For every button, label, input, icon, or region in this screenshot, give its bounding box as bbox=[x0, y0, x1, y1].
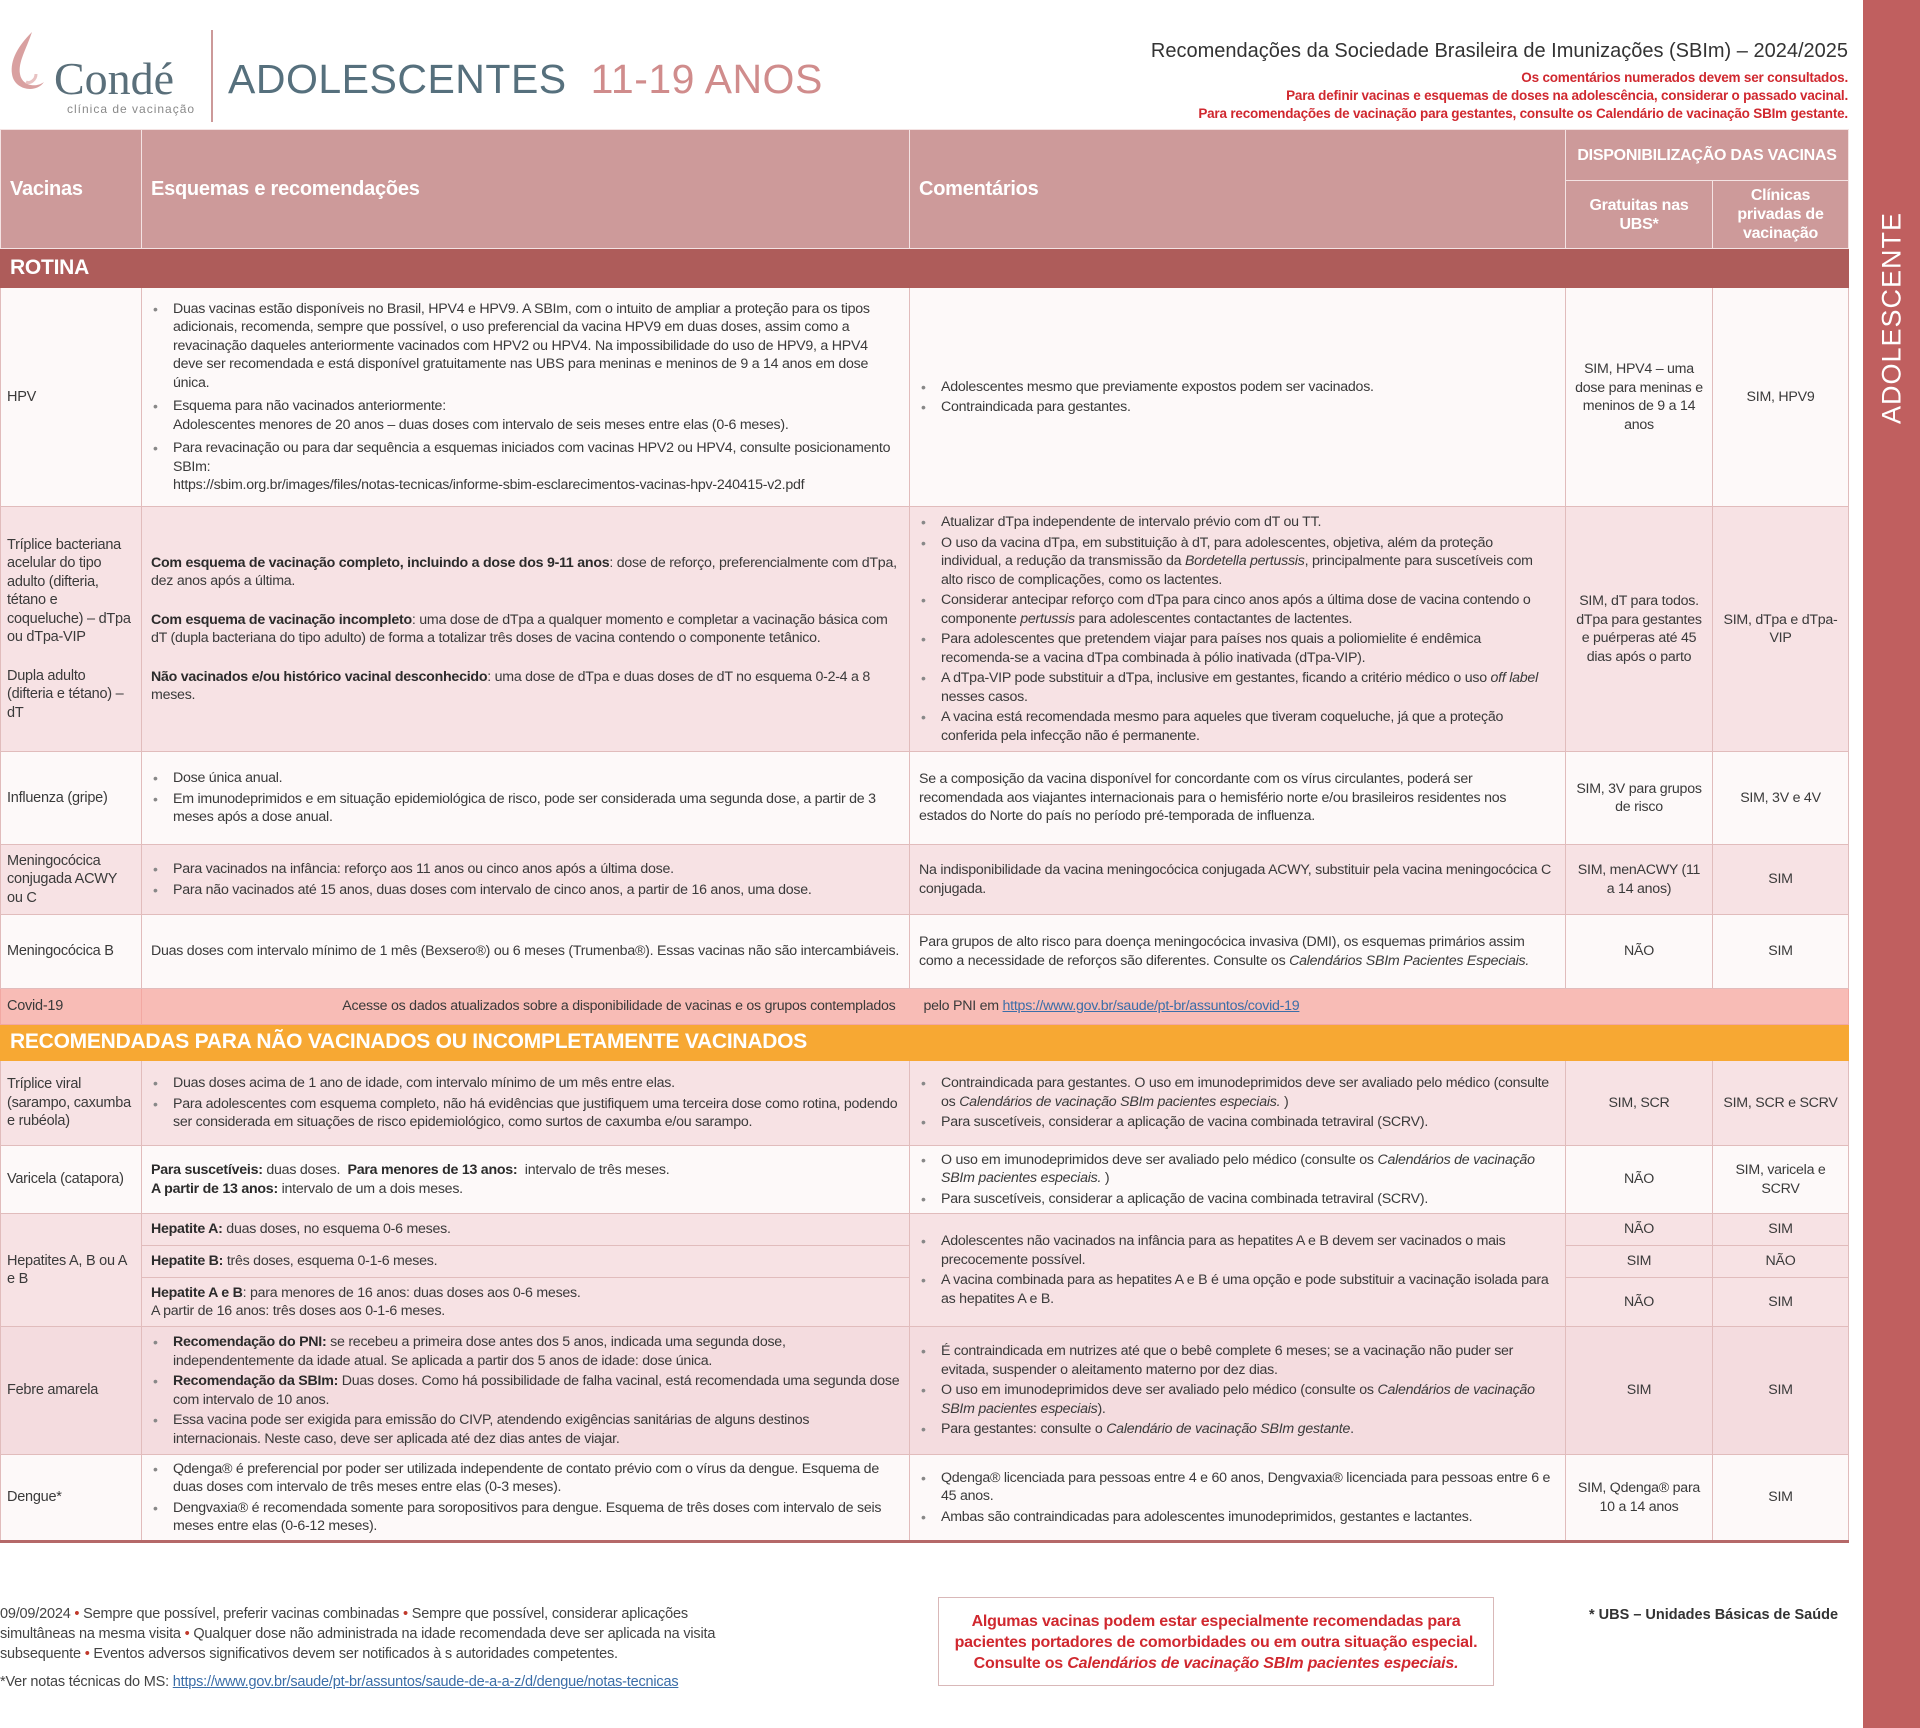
vaccine-name: Meningocócica B bbox=[1, 915, 142, 989]
covid-text-b: pelo PNI em bbox=[923, 998, 999, 1015]
table-row-hepatites bbox=[1, 1214, 1849, 1246]
section-label: ROTINA bbox=[1, 249, 1849, 288]
footer-item: Qualquer dose não administrada na idade recomendada deve ser aplicada na visita subsequente bbox=[0, 1626, 716, 1662]
schedule-text: Para revacinação ou para dar sequência a esquemas iniciados com vacinas HPV2 ou HPV4, consulte posicionamento SBIm: bbox=[173, 440, 891, 475]
comment-item: • O uso em imunodeprimidos deve ser avaliado pelo médico (consulte os Calendários de vacinação SBIm pacientes especiais. ) bbox=[919, 1151, 1556, 1188]
private-availability: SIM bbox=[1713, 1214, 1849, 1246]
schedule-item: • Qdenga® é preferencial por poder ser utilizada independente de contato prévio com o vírus da dengue. Esquema de duas doses com intervalo de três meses entre elas (0-3 meses). bbox=[151, 1460, 900, 1497]
private-availability: SIM bbox=[1713, 1278, 1849, 1327]
col-header-esquemas: Esquemas e recomendações bbox=[142, 130, 910, 249]
comment-item: • A dTpa-VIP pode substituir a dTpa, inclusive em gestantes, ficando a critério médico o uso off label nesses casos. bbox=[919, 669, 1556, 706]
comment-item: • Adolescentes não vacinados na infância para as hepatites A e B devem ser vacinados o mais precocemente possível. bbox=[919, 1232, 1556, 1269]
note-2: Para definir vacinas e esquemas de doses na adolescência, considerar o passado vacinal. bbox=[1286, 88, 1848, 103]
logo-name: Condé bbox=[54, 53, 175, 104]
logo-subtitle: clínica de vacinação bbox=[67, 102, 196, 116]
vaccine-name bbox=[1, 507, 142, 752]
schedule-bold: Com esquema de vacinação completo, incluindo a dose dos 9-11 anos bbox=[151, 554, 610, 571]
schedule-cell bbox=[142, 1327, 910, 1455]
comment-item: • A vacina está recomendada mesmo para aqueles que tiveram coqueluche, já que a proteção conferida pela infecção não é permanente. bbox=[919, 708, 1556, 745]
ubs-availability: NÃO bbox=[1566, 915, 1713, 989]
comment-item: • Para suscetíveis, considerar a aplicação de vacina combinada tetraviral (SCRV). bbox=[919, 1113, 1556, 1132]
schedule-item bbox=[151, 439, 900, 495]
ubs-availability: SIM, HPV4 – uma dose para meninas e meninos de 9 a 14 anos bbox=[1566, 288, 1713, 507]
private-availability: SIM, dTpa e dTpa-VIP bbox=[1713, 507, 1849, 752]
ms-note: *Ver notas técnicas do MS: https://www.gov.br/saude/pt-br/assuntos/saude-de-a-a-z/d/dengue/notas-tecnicas bbox=[0, 1674, 679, 1690]
note-3: Para recomendações de vacinação para gestantes, consulte os Calendário de vacinação SBIm gestante. bbox=[1198, 106, 1848, 121]
comment-cell bbox=[910, 507, 1566, 752]
schedule-bold: Não vacinados e/ou histórico vacinal desconhecido bbox=[151, 668, 488, 685]
comment-cell bbox=[910, 1061, 1566, 1146]
footer-notes: 09/09/2024 • Sempre que possível, preferir vacinas combinadas • Sempre que possível, considerar aplicações simultâneas na mesma visita • Qualquer dose não administrada na idade recomendada deve ser aplicada na visita subsequente • Eventos adversos significativos devem ser notificados à s autoridades competentes. *Ver notas técnicas do MS: https://www.gov.br/saude/pt-br/assuntos/saude-de-a-a-z/d/dengue/notas-tecnicas bbox=[0, 1604, 760, 1692]
private-availability: SIM, HPV9 bbox=[1713, 288, 1849, 507]
title-text: ADOLESCENTES bbox=[228, 56, 567, 102]
schedule-item: • Essa vacina pode ser exigida para emissão do CIVP, atendendo exigências sanitárias de alguns destinos internacionais. Neste caso, deve ser aplicada até dez dias antes de viajar. bbox=[151, 1411, 900, 1448]
private-availability: SIM bbox=[1713, 1327, 1849, 1455]
schedule-item: • Recomendação do PNI: se recebeu a primeira dose antes dos 5 anos, indicada uma segunda dose, independentemente da idade atual. Se aplicada a partir dos 5 anos de idade: dose única. bbox=[151, 1333, 900, 1370]
schedule-cell bbox=[142, 507, 910, 752]
section-label: RECOMENDADAS PARA NÃO VACINADOS OU INCOMPLETAMENTE VACINADOS bbox=[1, 1025, 1849, 1061]
comment-item: • Para adolescentes que pretendem viajar para países nos quais a poliomielite é endêmica recomenda-se a vacina dTpa combinada à pólio inativada (dTpa-VIP). bbox=[919, 630, 1556, 667]
ubs-availability: SIM, 3V para grupos de risco bbox=[1566, 752, 1713, 845]
drop-logo-icon bbox=[6, 30, 56, 100]
schedule-item: • Em imunodeprimidos e em situação epidemiológica de risco, pode ser considerada uma segunda dose, a partir de 3 meses após a dose anual. bbox=[151, 790, 900, 827]
schedule-item: Hepatite A: duas doses, no esquema 0-6 meses. bbox=[142, 1214, 910, 1246]
comment-item: • Adolescentes mesmo que previamente expostos podem ser vacinados. bbox=[919, 378, 1556, 397]
vaccine-table bbox=[0, 129, 1849, 1543]
age-range: 11-19 ANOS bbox=[590, 56, 823, 102]
table-row-febre-amarela bbox=[1, 1327, 1849, 1455]
schedule-text: : uma dose de dTpa e duas doses de dT no esquema 0-2-4 a 8 meses. bbox=[151, 668, 870, 703]
comment-item: • Considerar antecipar reforço com dTpa para cinco anos após a última dose de vacina contendo o componente pertussis para adolescentes contactantes de lactentes. bbox=[919, 591, 1556, 628]
vaccine-name-dt: Dupla adulto (difteria e tétano) – dT bbox=[7, 667, 124, 721]
comment-item: • Ambas são contraindicadas para adolescentes imunodeprimidos, gestantes e lactantes. bbox=[919, 1508, 1556, 1527]
special-box-text: Consulte os bbox=[973, 1655, 1064, 1672]
comment-item: • Atualizar dTpa independente de intervalo prévio com dT ou TT. bbox=[919, 513, 1556, 532]
comment-cell bbox=[910, 1455, 1566, 1542]
schedule-item bbox=[151, 611, 900, 648]
schedule-item: Hepatite B: três doses, esquema 0-1-6 meses. bbox=[142, 1246, 910, 1278]
private-availability: SIM bbox=[1713, 1455, 1849, 1542]
ubs-availability: NÃO bbox=[1566, 1214, 1713, 1246]
comment-item: • O uso da vacina dTpa, em substituição à dT, para adolescentes, objetiva, além da proteção individual, a redução da transmissão da Bordetella pertussis, principalmente para suscetíveis com alto risco de complicações, como os lactentes. bbox=[919, 534, 1556, 590]
schedule-cell: Duas doses com intervalo mínimo de 1 mês (Bexsero®) ou 6 meses (Trumenba®). Essas vacinas não são intercambiáveis. bbox=[142, 915, 910, 989]
private-availability: SIM bbox=[1713, 915, 1849, 989]
comment-item: • A vacina combinada para as hepatites A e B é uma opção e pode substituir a vacinação isolada para as hepatites A e B. bbox=[919, 1271, 1556, 1308]
header-notes bbox=[1151, 40, 1848, 123]
header-divider bbox=[211, 30, 213, 122]
private-availability: SIM, SCR e SCRV bbox=[1713, 1061, 1849, 1146]
comment-item: • O uso em imunodeprimidos deve ser avaliado pelo médico (consulte os Calendários de vacinação SBIm pacientes especiais). bbox=[919, 1381, 1556, 1418]
table-row-dengue bbox=[1, 1455, 1849, 1542]
schedule-cell bbox=[142, 288, 910, 507]
table-row-influenza bbox=[1, 752, 1849, 845]
table-row-hpv bbox=[1, 288, 1849, 507]
schedule-text: Esquema para não vacinados anteriormente: bbox=[173, 398, 446, 414]
comment-item: • É contraindicada em nutrizes até que o bebê complete 6 meses; se a vacinação não puder ser evitada, suspender o aleitamento materno por dez dias. bbox=[919, 1342, 1556, 1379]
schedule-item: • Duas doses acima de 1 ano de idade, com intervalo mínimo de um mês entre elas. bbox=[151, 1074, 900, 1093]
col-header-comentarios: Comentários bbox=[910, 130, 1566, 249]
col-header-clinicas: Clínicas privadas de vacinação bbox=[1713, 181, 1849, 249]
ubs-availability: SIM bbox=[1566, 1246, 1713, 1278]
ubs-availability: SIM, SCR bbox=[1566, 1061, 1713, 1146]
table-row-dtpa bbox=[1, 507, 1849, 752]
vaccine-name: Febre amarela bbox=[1, 1327, 142, 1455]
footer-item: Eventos adversos significativos devem ser notificados à s autoridades competentes. bbox=[93, 1646, 618, 1662]
schedule-item: • Para vacinados na infância: reforço aos 11 anos ou cinco anos após a última dose. bbox=[151, 860, 900, 879]
vaccine-name: HPV bbox=[1, 288, 142, 507]
comment-cell: Se a composição da vacina disponível for concordante com os vírus circulantes, poderá ser recomendada aos viajantes internacionais para o hemisfério norte e/ou brasileiros residentes nos estados do Norte do país no período pré-temporada de influenza. bbox=[910, 752, 1566, 845]
vaccine-name: Tríplice viral (sarampo, caxumba e rubéola) bbox=[1, 1061, 142, 1146]
hpv-link-text[interactable]: https://sbim.org.br/images/files/notas-tecnicas/informe-sbim-esclarecimentos-vacinas-hpv-240415-v2.pdf bbox=[173, 477, 805, 493]
ubs-footnote: * UBS – Unidades Básicas de Saúde bbox=[1589, 1607, 1839, 1623]
schedule-text: Adolescentes menores de 20 anos – duas doses com intervalo de seis meses entre elas (0-6 meses). bbox=[173, 416, 789, 433]
special-box-italic: Calendários de vacinação SBIm pacientes especiais. bbox=[1067, 1655, 1459, 1672]
schedule-item: • Recomendação da SBIm: Duas doses. Como há possibilidade de falha vacinal, está recomendada uma segunda dose com intervalo de 10 anos. bbox=[151, 1372, 900, 1409]
comment-item: • Contraindicada para gestantes. bbox=[919, 398, 1556, 417]
table-row-meningo-acwy bbox=[1, 845, 1849, 915]
schedule-item: Hepatite A e B: para menores de 16 anos: duas doses aos 0-6 meses. A partir de 16 anos: três doses aos 0-1-6 meses. bbox=[142, 1278, 910, 1327]
schedule-text: : dose de reforço, preferencialmente com dTpa, dez anos após a última. bbox=[151, 554, 897, 589]
note-1: Os comentários numerados devem ser consultados. bbox=[1521, 70, 1848, 85]
ubs-availability: NÃO bbox=[1566, 1278, 1713, 1327]
vaccine-name: Influenza (gripe) bbox=[1, 752, 142, 845]
table-row-meningo-b bbox=[1, 915, 1849, 989]
schedule-item bbox=[151, 668, 900, 705]
private-availability: SIM bbox=[1713, 845, 1849, 915]
schedule-item: • Para não vacinados até 15 anos, duas doses com intervalo de cinco anos, a partir de 16 anos, uma dose. bbox=[151, 881, 900, 900]
ubs-availability: NÃO bbox=[1566, 1146, 1713, 1214]
vaccine-name: Hepatites A, B ou A e B bbox=[1, 1214, 142, 1327]
comment-item: • Para gestantes: consulte o Calendário de vacinação SBIm gestante. bbox=[919, 1420, 1556, 1439]
schedule-item: • Dose única anual. bbox=[151, 769, 900, 788]
vaccine-name: Dengue* bbox=[1, 1455, 142, 1542]
comment-item: • Qdenga® licenciada para pessoas entre 4 e 60 anos, Dengvaxia® licenciada para pessoas entre 6 e 45 anos. bbox=[919, 1469, 1556, 1506]
comment-item: • Para suscetíveis, considerar a aplicação de vacina combinada tetraviral (SCRV). bbox=[919, 1190, 1556, 1209]
schedule-item: • Para adolescentes com esquema completo, não há evidências que justifiquem uma terceira dose como rotina, podendo ser considerada em situações de risco epidemiológico, como surtos de caxumba e/ou sarampo. bbox=[151, 1095, 900, 1132]
source-title: Recomendações da Sociedade Brasileira de Imunizações (SBIm) – 2024/2025 bbox=[1150, 40, 1848, 62]
comment-item: • Contraindicada para gestantes. O uso em imunodeprimidos deve ser avaliado pelo médico (consulte os Calendários de vacinação SBIm pacientes especiais. ) bbox=[919, 1074, 1556, 1111]
col-header-vacinas: Vacinas bbox=[1, 130, 142, 249]
table-row-covid bbox=[1, 989, 1849, 1025]
section-rotina bbox=[1, 249, 1849, 288]
section-nao-vacinados bbox=[1, 1025, 1849, 1061]
special-box-text: Algumas vacinas podem estar especialmente recomendadas para pacientes portadores de comorbidades ou em outra situação especial. bbox=[954, 1613, 1478, 1651]
page-title bbox=[228, 56, 823, 103]
schedule-item: • Duas vacinas estão disponíveis no Brasil, HPV4 e HPV9. A SBIm, com o intuito de ampliar a proteção para os tipos adicionais, recomenda, sempre que possível, o uso preferencial da vacina HPV9 em duas doses, assim como a revacinação daqueles anteriormente vacinados com HPV2 ou HPV4. Na impossibilidade do uso de HPV9, a HPV4 deve ser recomendada e está disponível gratuitamente nas UBS para meninas e meninos de 9 a 14 anos em dose única. bbox=[151, 300, 900, 393]
private-availability: SIM, 3V e 4V bbox=[1713, 752, 1849, 845]
vaccine-name: Varicela (catapora) bbox=[1, 1146, 142, 1214]
col-header-disponibilizacao: DISPONIBILIZAÇÃO DAS VACINAS bbox=[1566, 130, 1849, 181]
comment-cell: Para grupos de alto risco para doença meningocócica invasiva (DMI), os esquemas primários assim como a necessidade de reforços são diferentes. Consulte os Calendários SBIm Pacientes Especiais. bbox=[910, 915, 1566, 989]
schedule-cell bbox=[142, 1455, 910, 1542]
side-tab bbox=[1863, 0, 1920, 1728]
private-availability: SIM, varicela e SCRV bbox=[1713, 1146, 1849, 1214]
comment-cell bbox=[910, 288, 1566, 507]
ubs-availability: SIM bbox=[1566, 1327, 1713, 1455]
footer-item: Sempre que possível, preferir vacinas combinadas bbox=[83, 1606, 400, 1622]
private-availability: NÃO bbox=[1713, 1246, 1849, 1278]
comment-cell bbox=[910, 1214, 1566, 1327]
schedule-cell bbox=[142, 752, 910, 845]
schedule-bold: Com esquema de vacinação incompleto bbox=[151, 611, 412, 628]
schedule-cell bbox=[142, 845, 910, 915]
side-tab-label: ADOLESCENTE bbox=[1876, 211, 1906, 425]
covid-link[interactable]: https://www.gov.br/saude/pt-br/assuntos/covid-19 bbox=[1002, 998, 1300, 1015]
covid-text: Acesse os dados atualizados sobre a disponibilidade de vacinas e os grupos contemplados bbox=[142, 989, 910, 1025]
covid-link-cell bbox=[910, 989, 1849, 1025]
ubs-availability: SIM, dT para todos. dTpa para gestantes e puérperas até 45 dias após o parto bbox=[1566, 507, 1713, 752]
vaccine-name-dtpa: Tríplice bacteriana acelular do tipo adulto (difteria, tétano e coqueluche) – dTpa ou dTpa-VIP bbox=[7, 536, 131, 646]
schedule-item bbox=[151, 554, 900, 591]
ubs-availability: SIM, menACWY (11 a 14 anos) bbox=[1566, 845, 1713, 915]
col-header-gratuitas: Gratuitas nas UBS* bbox=[1566, 181, 1713, 249]
schedule-item bbox=[151, 397, 900, 434]
footer-item: Sempre que possível, considerar aplicações simultâneas na mesma visita bbox=[0, 1606, 688, 1642]
special-patients-box bbox=[938, 1597, 1494, 1686]
table-row-triplice-viral bbox=[1, 1061, 1849, 1146]
footer-date: 09/09/2024 bbox=[0, 1606, 71, 1622]
comment-cell bbox=[910, 1146, 1566, 1214]
vaccine-name: Covid-19 bbox=[1, 989, 142, 1025]
comment-cell: Na indisponibilidade da vacina meningocócica conjugada ACWY, substituir pela vacina meningocócica C conjugada. bbox=[910, 845, 1566, 915]
ms-link[interactable]: https://www.gov.br/saude/pt-br/assuntos/saude-de-a-a-z/d/dengue/notas-tecnicas bbox=[172, 1674, 679, 1690]
logo bbox=[6, 30, 206, 122]
schedule-text: : uma dose de dTpa a qualquer momento e completar a vacinação básica com dT (dupla bacteriana do tipo adulto) de forma a totalizar três doses de vacina contendo o componente tetânico. bbox=[151, 611, 888, 646]
vaccine-name: Meningocócica conjugada ACWY ou C bbox=[1, 845, 142, 915]
comment-cell bbox=[910, 1327, 1566, 1455]
table-row-varicela bbox=[1, 1146, 1849, 1214]
ubs-availability: SIM, Qdenga® para 10 a 14 anos bbox=[1566, 1455, 1713, 1542]
schedule-cell bbox=[142, 1061, 910, 1146]
schedule-item: • Dengvaxia® é recomendada somente para soropositivos para dengue. Esquema de três doses com intervalo de seis meses entre elas (0-6-12 meses). bbox=[151, 1499, 900, 1536]
schedule-cell: Para suscetíveis: duas doses. Para menores de 13 anos: intervalo de três meses. A partir de 13 anos: intervalo de um a dois meses. bbox=[142, 1146, 910, 1214]
